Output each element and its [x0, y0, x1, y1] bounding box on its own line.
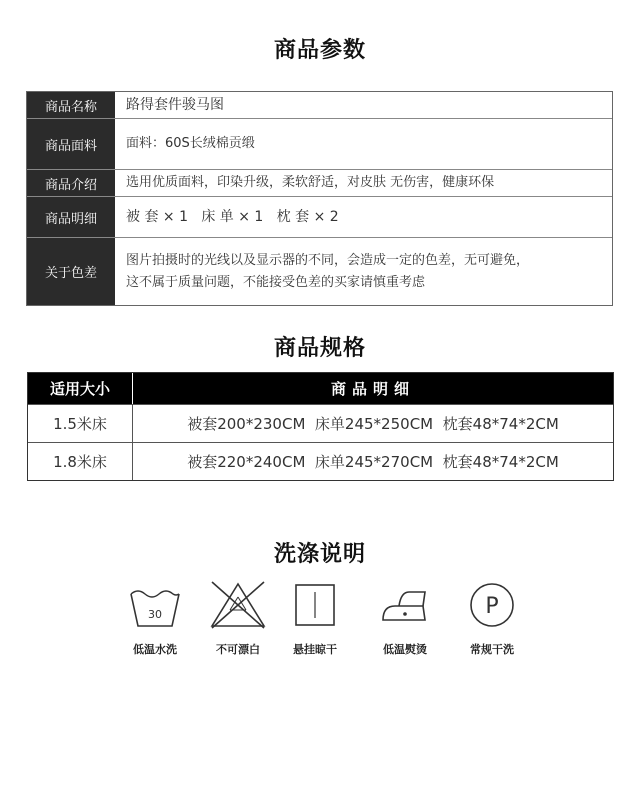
param-value: 选用优质面料，印染升级，柔软舒适，对皮肤 无伤害，健康环保: [126, 175, 495, 190]
specs-header-detail: 商品明细: [330, 380, 415, 398]
param-row-detail: [27, 197, 612, 238]
spec-size: 1.5米床: [28, 405, 133, 442]
specs-header-size: 适用大小: [28, 373, 133, 404]
specs-title: 商品规格: [273, 336, 366, 361]
param-label: 商品名称: [27, 92, 116, 118]
dry-clean-symbol: P: [485, 594, 499, 619]
wash-title: 洗涤说明: [273, 542, 366, 567]
spec-size: 1.8米床: [28, 443, 133, 480]
param-label: 商品明细: [27, 197, 116, 237]
wash-tub-30-icon: [125, 580, 185, 632]
wash-label: 不可漂白: [216, 643, 260, 656]
dry-clean-p-icon: [462, 580, 522, 632]
wash-item: [270, 580, 360, 632]
params-table: [26, 91, 613, 306]
spec-detail: 被套220*240CM 床单245*270CM 枕套48*74*2CM: [187, 453, 559, 471]
table-row: [28, 404, 613, 442]
spec-detail: 被套200*230CM 床单245*250CM 枕套48*74*2CM: [187, 415, 559, 433]
param-value: 被 套 × 1 床 单 × 1 枕 套 × 2: [126, 209, 339, 225]
no-bleach-icon: [208, 580, 268, 632]
param-row-color: [27, 238, 612, 305]
wash-label: 低温熨烫: [383, 643, 427, 656]
param-row-fabric: [27, 119, 612, 170]
param-label: 商品面料: [27, 119, 116, 169]
specs-table: [27, 372, 614, 481]
param-value: [116, 238, 612, 305]
wash-item: [447, 580, 537, 632]
wash-item: [360, 580, 450, 632]
specs-header: [28, 373, 613, 404]
color-note-line2: 这不属于质量问题，不能接受色差的买家请慎重考虑: [126, 274, 426, 290]
hang-dry-icon: [285, 580, 345, 632]
wash-label: 常规干洗: [470, 643, 514, 656]
low-iron-icon: [375, 580, 435, 632]
param-value: 路得套件骏马图: [126, 97, 224, 113]
param-row-name: [27, 92, 612, 119]
param-label: 关于色差: [27, 238, 116, 305]
wash-temp: 30: [148, 608, 162, 621]
wash-label: 低温水洗: [133, 643, 177, 656]
wash-item: [110, 580, 200, 632]
table-row: [28, 442, 613, 480]
param-value: 面料：60S长绒棉贡缎: [126, 136, 255, 151]
param-label: 商品介绍: [27, 170, 116, 196]
wash-label: 悬挂晾干: [293, 643, 337, 656]
param-row-intro: [27, 170, 612, 197]
color-note-line1: 图片拍摄时的光线以及显示器的不同，会造成一定的色差，无可避免，: [126, 252, 530, 268]
params-title: 商品参数: [273, 38, 366, 63]
